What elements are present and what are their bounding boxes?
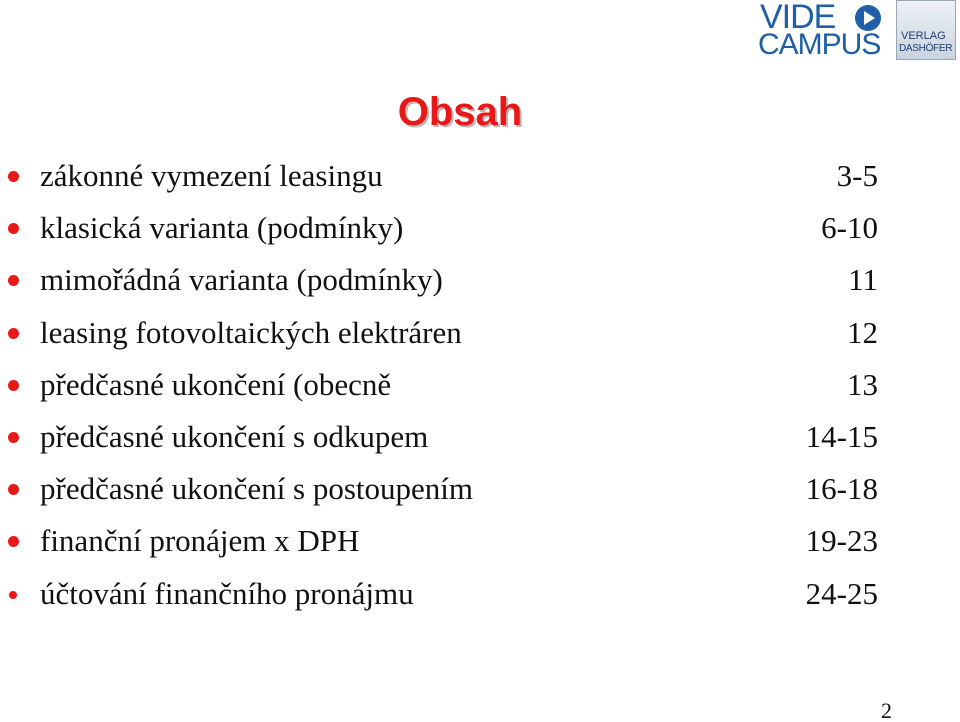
toc-item-pages: 14-15 [805,418,878,454]
toc-item [0,363,960,415]
toc-item [0,154,960,206]
page-number: 2 [881,698,892,722]
table-of-contents [0,154,960,624]
toc-item-pages: 6-10 [821,210,878,246]
bullet-icon [9,591,17,599]
toc-item-label: předčasné ukončení s odkupem [40,418,429,454]
videocampus-logo-line2: CAMPUS [758,28,881,61]
toc-item [0,572,960,624]
toc-item-label: leasing fotovoltaických elektráren [40,314,462,350]
toc-item [0,519,960,571]
toc-item [0,415,960,467]
toc-item-pages: 3-5 [836,158,878,193]
toc-item-label: mimořádná varianta (podmínky) [40,262,443,298]
toc-item-label: předčasné ukončení (obecně [40,366,392,402]
bullet-icon [8,328,19,339]
page-title-text: Obsah [397,90,523,134]
toc-item [0,311,960,363]
toc-item-pages: 19-23 [805,523,878,559]
toc-item [0,206,960,258]
bullet-icon [8,536,19,547]
toc-item-label: finanční pronájem x DPH [40,523,360,559]
bullet-icon [8,223,19,234]
toc-item [0,467,960,519]
videocampus-logo [758,0,884,62]
toc-item-pages: 24-25 [805,575,878,611]
toc-item [0,258,960,310]
bullet-icon [8,171,19,182]
toc-item-label: předčasné ukončení s postoupením [40,471,474,507]
toc-item-pages: 11 [848,262,878,298]
bullet-icon [8,484,19,495]
verlag-logo-line2: DASHÖFER [899,43,953,54]
bullet-icon [8,380,19,391]
toc-item-label: zákonné vymezení leasingu [40,158,383,193]
verlag-dashofer-logo [896,0,956,60]
toc-item-label: klasická varianta (podmínky) [40,210,404,246]
toc-item-pages: 13 [847,366,878,402]
bullet-icon [8,275,19,286]
toc-item-pages: 16-18 [805,471,878,507]
verlag-logo-line1: VERLAG [901,30,946,42]
toc-item-pages: 12 [847,314,878,350]
toc-item-label: účtování finančního pronájmu [40,575,414,611]
videocampus-logo-line1: VIDE [760,0,836,36]
bullet-icon [8,432,19,443]
page-title [0,90,960,135]
